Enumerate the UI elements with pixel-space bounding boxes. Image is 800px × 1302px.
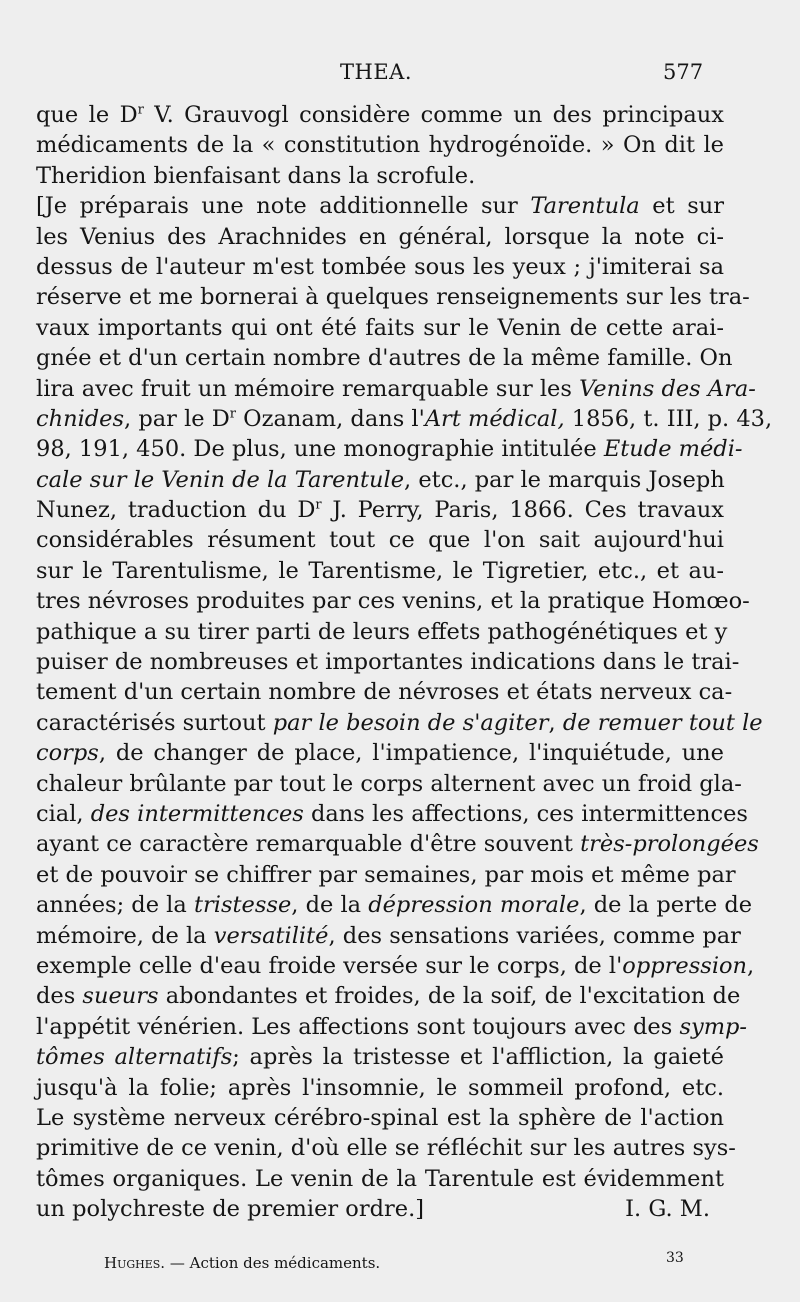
- text-line: sur le Tarentulisme, le Tarentisme, le Tigretier, etc., et au-: [36, 557, 724, 584]
- page-footer: [0, 1250, 800, 1284]
- text-line: les Venius des Arachnides en général, lorsque la note ci-: [36, 223, 724, 250]
- author-initials: I. G. M.: [625, 1196, 710, 1223]
- text-line: [Je préparais une note additionnelle sur Tarentula et sur: [36, 193, 724, 220]
- text-line: des sueurs abondantes et froides, de la soif, de l'excitation de: [36, 983, 741, 1010]
- text-line: dessus de l'auteur m'est tombée sous les yeux ; j'imiterai sa: [36, 253, 724, 280]
- page-number: 577: [663, 60, 704, 84]
- text-line: chnides, par le $D^r$ Ozanam, dans l'Art médical, 1856, t. III, p. 43,: [36, 405, 773, 432]
- body-text: [36, 100, 773, 1224]
- text-line: tement d'un certain nombre de névroses et états nerveux ca-: [36, 679, 733, 706]
- text-line: puiser de nombreuses et importantes indications dans le trai-: [36, 649, 740, 676]
- running-header: [0, 60, 800, 94]
- text-line: 98, 191, 450. De plus, une monographie intitulée Etude médi-: [36, 436, 743, 463]
- text-line: gnée et d'un certain nombre d'autres de la même famille. On: [36, 345, 733, 372]
- text-line-signed: un polychreste de premier ordre.] I. G. M.: [36, 1194, 724, 1224]
- text-line: l'appétit vénérien. Les affections sont toujours avec des symp-: [36, 1013, 748, 1040]
- text-line: et de pouvoir se chiffrer par semaines, par mois et même par: [36, 861, 736, 888]
- text-line: tômes alternatifs; après la tristesse et l'affliction, la gaieté: [36, 1044, 724, 1071]
- text-line: mémoire, de la versatilité, des sensations variées, comme par: [36, 922, 741, 949]
- text-line: exemple celle d'eau froide versée sur le corps, de l'oppression,: [36, 952, 755, 979]
- text-line: cial, des intermittences dans les affections, ces intermittences: [36, 800, 748, 827]
- text-line: années; de la tristesse, de la dépression morale, de la perte de: [36, 892, 753, 919]
- text-line: ayant ce caractère remarquable d'être souvent très-prolongées: [36, 831, 759, 858]
- text-line: jusqu'à la folie; après l'insomnie, le sommeil profond, etc.: [36, 1074, 724, 1101]
- text-line: vaux importants qui ont été faits sur le Venin de cette arai-: [36, 314, 724, 341]
- text-line: Theridion bienfaisant dans la scrofule.: [36, 162, 476, 189]
- text-line: corps, de changer de place, l'impatience, l'inquiétude, une: [36, 740, 724, 767]
- text-line: tres névroses produites par ces venins, et la pratique Homœo-: [36, 588, 750, 615]
- footer-citation: [104, 1254, 380, 1272]
- text-line: primitive de ce venin, d'où elle se réfléchit sur les autres sys-: [36, 1135, 736, 1162]
- text-line: cale sur le Venin de la Tarentule, etc., par le marquis Joseph: [36, 466, 725, 493]
- text-line: lira avec fruit un mémoire remarquable sur les Venins des Ara-: [36, 375, 756, 402]
- text-line: Le système nerveux cérébro-spinal est la sphère de l'action: [36, 1104, 724, 1131]
- text-line: considérables résument tout ce que l'on sait aujourd'hui: [36, 527, 724, 554]
- text-line: Nunez, traduction du $D^r$ J. Perry, Paris, 1866. Ces travaux: [36, 497, 724, 524]
- text-line: que le $D^r$ V. Grauvogl considère comme un des principaux: [36, 102, 724, 128]
- footer-title: — Action des médicaments.: [165, 1254, 381, 1272]
- text-line: tômes organiques. Le venin de la Tarentule est évidemment: [36, 1165, 724, 1192]
- text-line: pathique a su tirer parti de leurs effets pathogénétiques et y: [36, 618, 728, 645]
- running-title: THEA.: [340, 60, 412, 84]
- text-line: réserve et me bornerai à quelques renseignements sur les tra-: [36, 284, 750, 311]
- text-line: médicaments de la « constitution hydrogénoïde. » On dit le: [36, 132, 724, 159]
- text-line: caractérisés surtout par le besoin de s'agiter, de remuer tout le: [36, 709, 763, 736]
- signature-mark: 33: [666, 1250, 684, 1266]
- text-line: chaleur brûlante par tout le corps alternent avec un froid gla-: [36, 770, 742, 797]
- footer-author: Hughes.: [104, 1254, 166, 1272]
